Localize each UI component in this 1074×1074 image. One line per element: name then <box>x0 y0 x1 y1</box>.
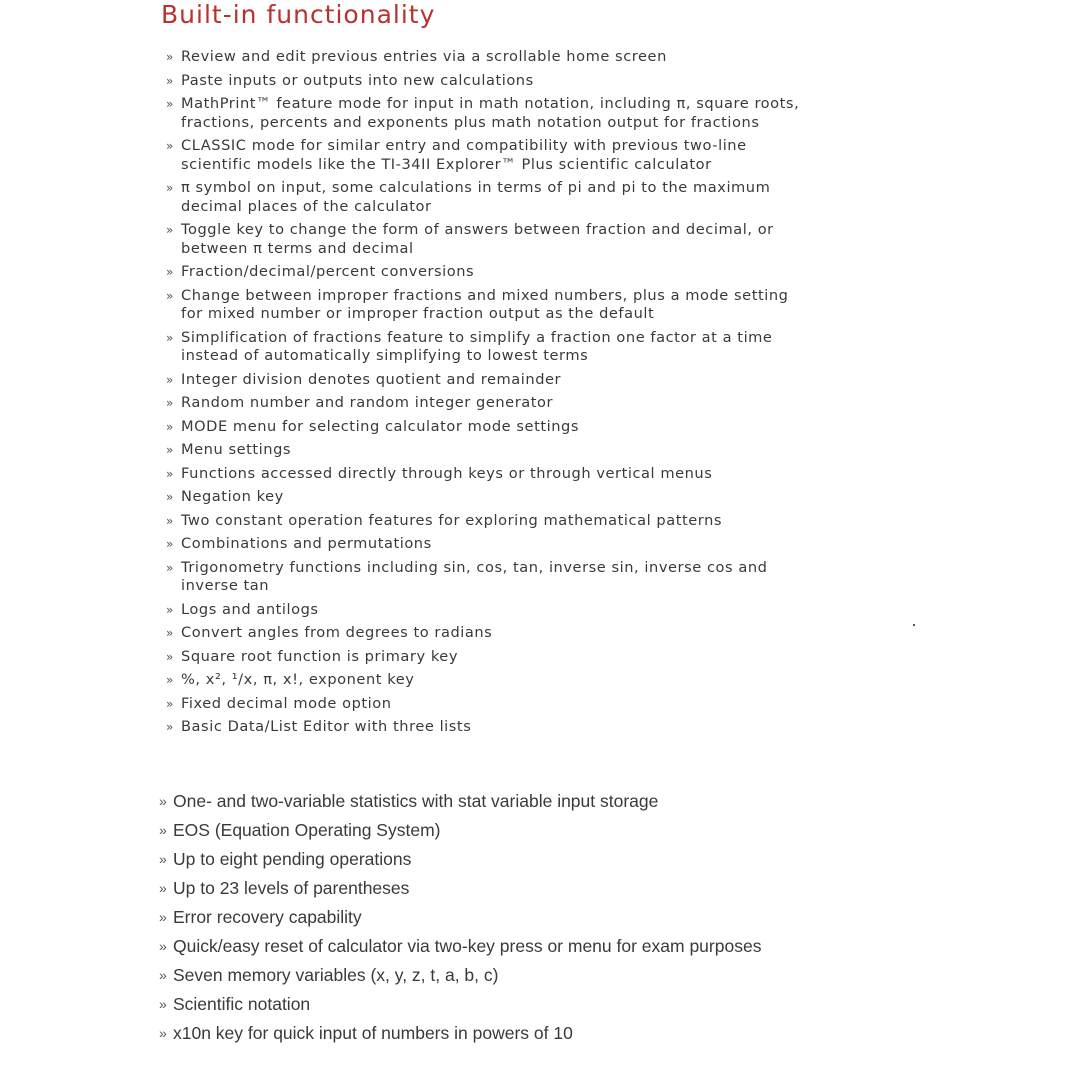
bullet-icon: » <box>159 996 167 1012</box>
list-item <box>166 418 806 437</box>
list-item-text: Seven memory variables (x, y, z, t, a, b, c) <box>173 965 499 985</box>
list-item <box>166 179 806 216</box>
list-item <box>159 1022 799 1045</box>
list-item-text: Change between improper fractions and mixed numbers, plus a mode setting for mixed number or improper fraction output as the default <box>181 286 789 322</box>
list-item-text: Logs and antilogs <box>181 600 319 618</box>
list-item-text: CLASSIC mode for similar entry and compatibility with previous two-line scientific models like the TI-34II Explorer™ Plus scientific calculator <box>181 137 747 173</box>
list-item-text: Basic Data/List Editor with three lists <box>181 718 472 735</box>
list-item <box>166 394 806 413</box>
list-item <box>159 790 799 813</box>
list-item <box>166 441 806 460</box>
bullet-icon: » <box>159 793 167 809</box>
list-item-text: Integer division denotes quotient and remainder <box>181 370 562 388</box>
list-item-text: Toggle key to change the form of answers between fraction and decimal, or between π terms and decimal <box>181 221 774 257</box>
bullet-icon: » <box>166 181 174 195</box>
list-item <box>166 695 806 714</box>
list-item <box>159 906 799 929</box>
list-item-text: Scientific notation <box>173 994 311 1014</box>
section-heading: Built-in functionality <box>161 0 436 29</box>
list-item <box>166 137 806 174</box>
list-item <box>159 964 799 987</box>
list-item <box>166 601 806 620</box>
list-item <box>159 848 799 871</box>
list-item <box>166 371 806 390</box>
list-item-text: Random number and random integer generator <box>181 394 554 411</box>
bullet-icon: » <box>166 265 174 279</box>
bullet-icon: » <box>166 673 174 687</box>
list-item-text: %, x², ¹/x, π, x!, exponent key <box>181 671 415 688</box>
list-item <box>159 935 799 958</box>
bullet-icon: » <box>166 73 174 88</box>
bullet-icon: » <box>159 851 167 867</box>
list-item <box>159 877 799 900</box>
list-item-text: Simplification of fractions feature to simplify a fraction one factor at a time instead of automatically simplifying to lowest terms <box>181 328 773 364</box>
list-item-text: Fixed decimal mode option <box>181 694 392 712</box>
list-item-text: Quick/easy reset of calculator via two-key press or menu for exam purposes <box>173 936 762 956</box>
bullet-icon: » <box>166 372 174 387</box>
bullet-icon: » <box>159 909 167 925</box>
list-item <box>166 48 806 67</box>
list-item-text: MathPrint™ feature mode for input in math notation, including π, square roots, fractions, percents and exponents plus math notation output for fractions <box>181 95 800 131</box>
bullet-icon: » <box>159 822 167 838</box>
list-item-text: Up to 23 levels of parentheses <box>173 878 410 898</box>
bullet-icon: » <box>166 50 174 64</box>
list-item <box>166 263 806 282</box>
bullet-icon: » <box>166 330 174 345</box>
list-item <box>166 648 806 667</box>
list-item-text: Combinations and permutations <box>181 535 432 552</box>
bullet-icon: » <box>166 696 174 711</box>
list-item <box>159 819 799 842</box>
stray-dot-mark <box>913 624 915 626</box>
bullet-icon: » <box>166 720 174 734</box>
bullet-icon: » <box>166 396 174 410</box>
list-item <box>159 993 799 1016</box>
list-item-text: EOS (Equation Operating System) <box>173 820 441 840</box>
bullet-icon: » <box>166 97 174 111</box>
list-item <box>166 512 806 531</box>
bullet-icon: » <box>166 560 174 575</box>
bullet-icon: » <box>166 466 174 481</box>
bullet-icon: » <box>166 602 174 617</box>
bullet-icon: » <box>166 223 174 237</box>
list-item-text: Convert angles from degrees to radians <box>181 624 493 641</box>
list-item <box>166 624 806 643</box>
list-item-text: One- and two-variable statistics with stat variable input storage <box>173 791 659 811</box>
list-item-text: MODE menu for selecting calculator mode settings <box>181 417 579 435</box>
list-item <box>166 287 806 324</box>
list-item <box>166 488 806 507</box>
bullet-icon: » <box>159 880 167 896</box>
bullet-icon: » <box>166 288 174 303</box>
bullet-icon: » <box>159 967 167 983</box>
list-item-text: Error recovery capability <box>173 907 362 927</box>
list-item <box>166 95 806 132</box>
list-item-text: Review and edit previous entries via a scrollable home screen <box>181 48 667 65</box>
list-item-text: x10n key for quick input of numbers in powers of 10 <box>173 1023 573 1043</box>
list-item-text: Fraction/decimal/percent conversions <box>181 263 475 280</box>
list-item <box>166 535 806 554</box>
list-item-text: Functions accessed directly through keys or through vertical menus <box>181 464 713 482</box>
bullet-icon: » <box>159 1025 167 1041</box>
list-item <box>166 329 806 366</box>
list-item <box>166 559 806 596</box>
bullet-icon: » <box>166 537 174 551</box>
list-item <box>166 221 806 258</box>
bullet-icon: » <box>166 419 174 434</box>
list-item <box>166 718 806 737</box>
list-item-text: Up to eight pending operations <box>173 849 412 869</box>
list-item-text: Menu settings <box>181 441 292 458</box>
list-item <box>166 465 806 484</box>
bullet-icon: » <box>166 139 174 153</box>
list-item-text: Trigonometry functions including sin, cos, tan, inverse sin, inverse cos and inverse tan <box>181 558 768 594</box>
bullet-icon: » <box>166 443 174 457</box>
list-item-text: Paste inputs or outputs into new calculations <box>181 71 534 89</box>
list-item-text: π symbol on input, some calculations in terms of pi and pi to the maximum decimal places of the calculator <box>181 179 771 215</box>
list-item <box>166 72 806 91</box>
bullet-icon: » <box>166 626 174 640</box>
bullet-icon: » <box>166 490 174 504</box>
feature-list-large <box>159 790 799 1051</box>
list-item-text: Negation key <box>181 488 284 505</box>
list-item <box>166 671 806 690</box>
bullet-icon: » <box>166 649 174 664</box>
feature-list-small <box>166 48 806 742</box>
bullet-icon: » <box>166 513 174 528</box>
list-item-text: Square root function is primary key <box>181 647 459 665</box>
list-item-text: Two constant operation features for exploring mathematical patterns <box>181 511 723 529</box>
bullet-icon: » <box>159 938 167 954</box>
